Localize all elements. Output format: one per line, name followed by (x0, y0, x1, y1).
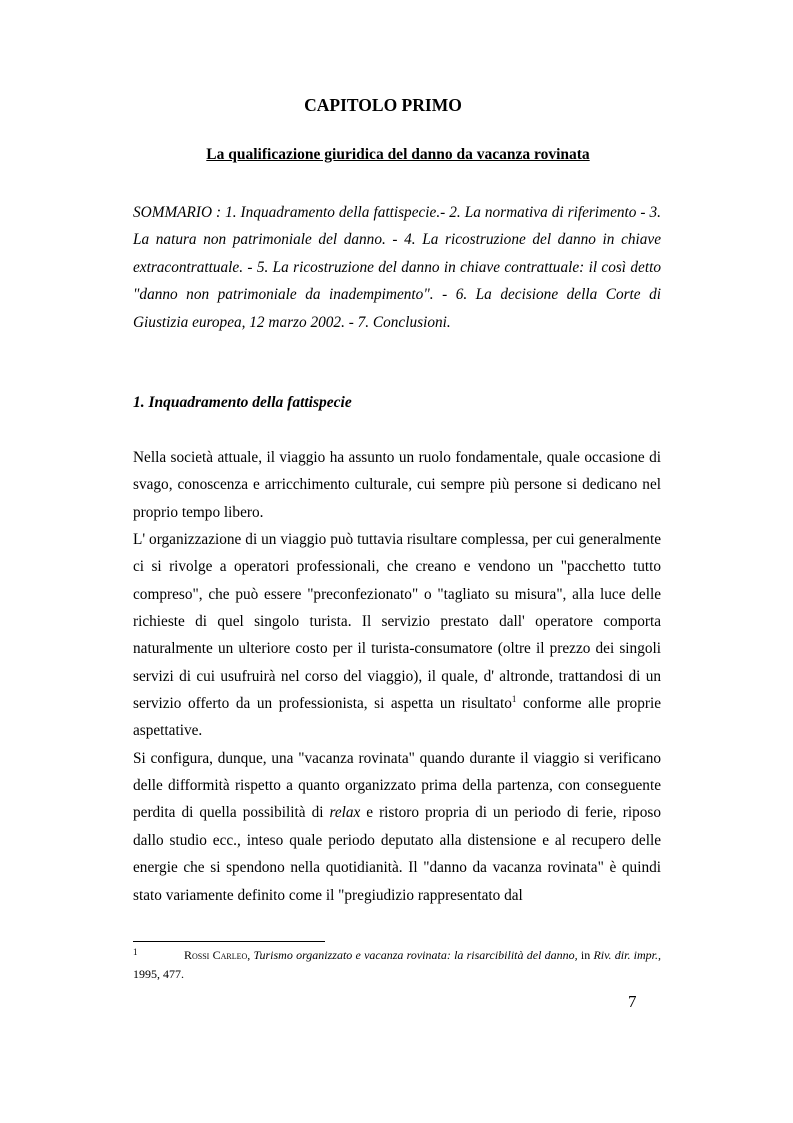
body-text (133, 444, 661, 909)
footnote-author-separator: , (247, 948, 254, 962)
footnote: 1 Rossi Carleo, Turismo organizzato e vacanza rovinata: la risarcibilità del danno, in Riv. dir. impr., 1995, 477. (133, 947, 662, 981)
footnote-reference[interactable]: 1 (511, 694, 517, 705)
footnote-separator (133, 941, 325, 942)
paragraph-2 (133, 526, 661, 745)
paragraph-2-text: L' organizzazione di un viaggio può tuttavia risultare complessa, per cui generalmente ci si rivolge a operatori professionali, che creano e vendono un "pacchetto tutto compreso", che può essere "preconfezionato" o "tagliato su misura", alla luce delle richieste di quel singolo turista. Il servizio prestato dall' operatore comporta naturalmente un ulteriore costo per il turista-consumatore (oltre il prezzo dei singoli servizi di cui usufruirà nel corso del viaggio), il quale, d' altronde, trattandosi di un servizio offerto da un professionista, si aspetta un risultato (133, 531, 661, 713)
paragraph-3-text: Si configura, dunque, una "vacanza rovinata" quando durante il viaggio si verificano delle difformità rispetto a quanto organizzato prima della partenza, con conseguente perdita di quella possibilità di (133, 749, 661, 822)
chapter-subtitle: La qualificazione giuridica del danno da vacanza rovinata (206, 146, 590, 163)
footnote-citation: 1995, 477. (133, 967, 184, 981)
paragraph-3 (133, 745, 661, 909)
footnote-author: Rossi Carleo (184, 948, 248, 962)
footnote-in: in (577, 948, 594, 962)
page-number: 7 (628, 992, 637, 1011)
paragraph-3-text-end: e ristoro propria di un periodo di ferie, riposo dallo studio ecc., inteso quale periodo deputato alla distensione e al recupero delle energie che si spendono nella quotidianità. Il "danno da vacanza rovinata" è quindi stato variamente definito come il "pregiudizio rappresentato dal (133, 804, 661, 904)
footnote-journal: Riv. dir. impr., (593, 948, 662, 962)
chapter-summary: SOMMARIO : 1. Inquadramento della fattispecie.- 2. La normativa di riferimento - 3. La natura non patrimoniale del danno. - 4. La ricostruzione del danno in chiave extracontrattuale. - 5. La ricostruzione del danno in chiave contrattuale: il così detto "danno non patrimoniale da inadempimento". - 6. La decisione della Corte di Giustizia europea, 12 marzo 2002. - 7. Conclusioni. (133, 204, 661, 331)
footnote-title: Turismo organizzato e vacanza rovinata: la risarcibilità del danno, (253, 948, 578, 962)
paragraph-2-text-end: conforme alle proprie aspettative. (133, 695, 661, 740)
chapter-title: CAPITOLO PRIMO (304, 95, 462, 115)
paragraph-1: Nella società attuale, il viaggio ha assunto un ruolo fondamentale, quale occasione di svago, conoscenza e arricchimento culturale, cui sempre più persone si dedicano nel proprio tempo libero. (133, 449, 661, 521)
section-heading: 1. Inquadramento della fattispecie (133, 394, 352, 411)
paragraph-3-italic-term: relax (329, 804, 361, 822)
